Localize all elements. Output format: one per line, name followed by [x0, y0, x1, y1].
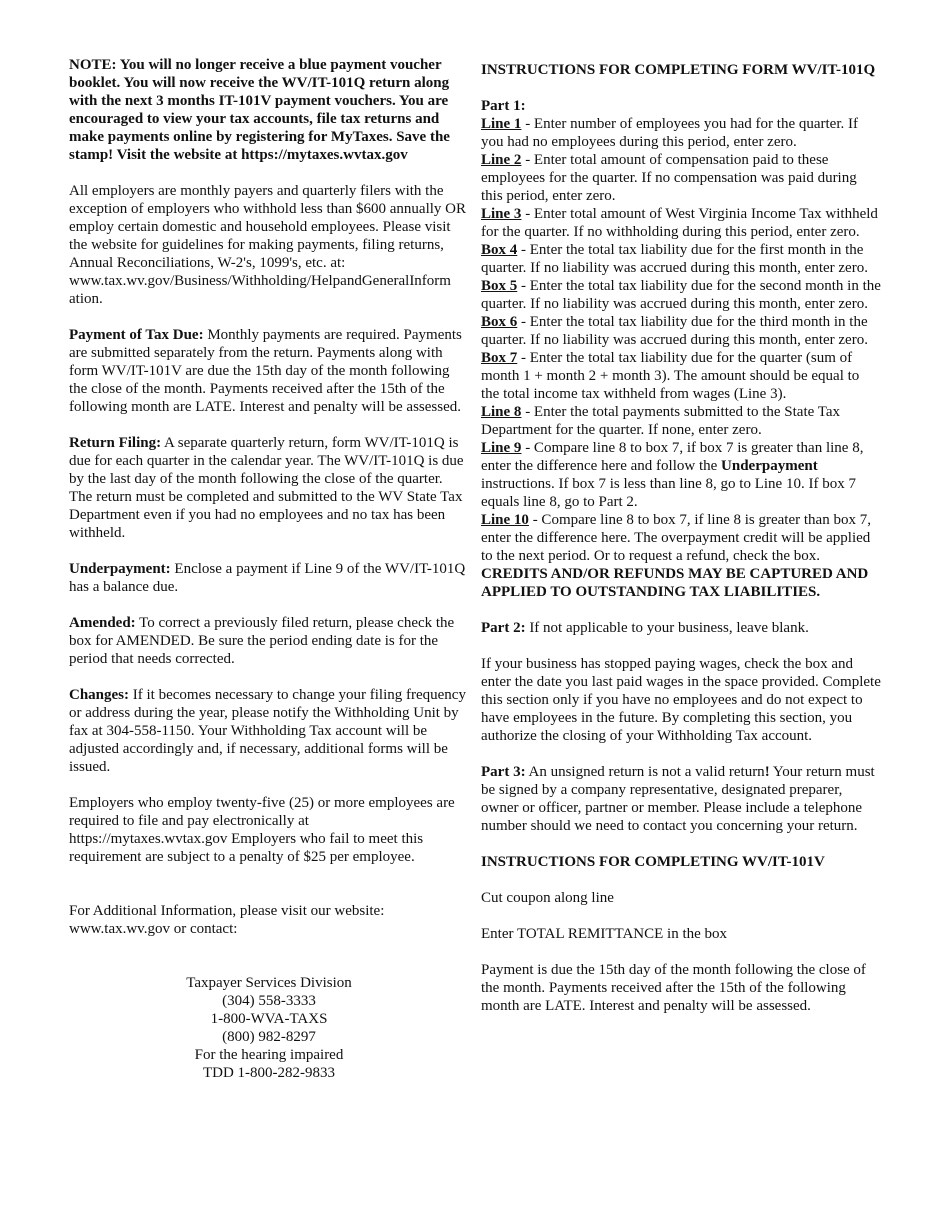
payment-due-paragraph: Payment is due the 15th day of the month following the close of the month. Payments received after the 15th of the following month are LATE. Interest and penalty will be assessed.: [481, 962, 866, 1014]
contact-phone-2: 1-800-WVA-TAXS: [210, 1011, 328, 1027]
changes-paragraph: Changes: If it becomes necessary to change your filing frequency or address during the year, please notify the Withholding Unit by fax at 304-558-1150. Your Withholding Tax account will be adjusted accordingly and, if necessary, additional forms will be issued.: [69, 687, 466, 775]
withholding-url-tail: ation.: [69, 291, 103, 307]
box-instruction-5: Box 5 - Enter the total tax liability due for the second month in the quarter. If no liability was accrued during this month, enter zero.: [481, 278, 881, 312]
payment-label: Payment of Tax Due:: [69, 327, 204, 343]
box-instruction-4: Box 4 - Enter the total tax liability due for the first month in the quarter. If no liability was accrued during this month, enter zero.: [481, 242, 868, 276]
contact-division: Taxpayer Services Division: [186, 975, 352, 991]
contact-phone-3: (800) 982-8297: [222, 1029, 316, 1045]
part2-label: Part 2:: [481, 620, 526, 636]
part1-label: Part 1:: [481, 98, 526, 114]
underpayment-paragraph: Underpayment: Enclose a payment if Line 9 of the WV/IT-101Q has a balance due.: [69, 561, 466, 595]
contact-block: [69, 974, 469, 1082]
amended-label: Amended:: [69, 615, 136, 631]
payment-of-tax-due-paragraph: Payment of Tax Due: Monthly payments are required. Payments are submitted separately from the return. Payments along with form WV/IT-101V are due the 15th day of the month following the close of the month. Payments received after the 15th of the following month are LATE. Interest and penalty will be assessed.: [69, 327, 462, 415]
line-instruction-10: Line 10 - Compare line 8 to box 7, if line 8 is greater than box 7, enter the difference here. The overpayment credit will be applied to the next period. Or to request a refund, check the box.: [481, 512, 871, 564]
return-filing-paragraph: Return Filing: A separate quarterly return, form WV/IT-101Q is due for each quarter in the calendar year. The WV/IT-101Q is due by the last day of the month following the close of the quarter. The return must be completed and submitted to the WV State Tax Department even if you had no employees and no tax has been withheld.: [69, 435, 464, 541]
form-101v-heading: INSTRUCTIONS FOR COMPLETING WV/IT-101V: [481, 854, 825, 870]
part3-label: Part 3:: [481, 764, 526, 780]
return-label: Return Filing:: [69, 435, 162, 451]
withholding-url: www.tax.wv.gov/Business/Withholding/HelpandGeneralInform: [69, 273, 451, 289]
contact-tdd: TDD 1-800-282-9833: [202, 1065, 336, 1081]
line-instruction-2: Line 2 - Enter total amount of compensation paid to these employees for the quarter. If no compensation was paid during this period, enter zero.: [481, 152, 857, 204]
contact-impaired: For the hearing impaired: [194, 1047, 344, 1063]
form-101q-heading: INSTRUCTIONS FOR COMPLETING FORM WV/IT-101Q: [481, 62, 876, 78]
line-instruction-8: Line 8 - Enter the total payments submitted to the State Tax Department for the quarter. If none, enter zero.: [481, 404, 841, 438]
cut-coupon-text: Cut coupon along line: [481, 890, 614, 906]
note-paragraph: NOTE: You will no longer receive a blue payment voucher booklet. You will now receive the WV/IT-101Q return along with the next 3 months IT-101V payment vouchers. You are encouraged to view your tax accounts, file tax returns and make payments online by registering for MyTaxes. Save the stamp! Visit the website at https://mytaxes.wvtax.gov: [69, 57, 450, 163]
part3-paragraph: Part 3: An unsigned return is not a valid return! Your return must be signed by a company representative, designated preparer, owner or officer, partner or member. Please include a telephone number should we need to contact you concerning your return.: [481, 764, 875, 834]
line-instructions: [481, 115, 881, 565]
electronic-filing-paragraph: Employers who employ twenty-five (25) or more employees are required to file and pay electronically at https://mytaxes.wvtax.gov Employers who fail to meet this requirement are subject to a penalty of $25 per employee.: [69, 795, 455, 865]
underpayment-label: Underpayment:: [69, 561, 171, 577]
line-instruction-3: Line 3 - Enter total amount of West Virginia Income Tax withheld for the quarter. If no withholding during this period, enter zero.: [481, 206, 878, 240]
additional-info-paragraph: For Additional Information, please visit our website: www.tax.wv.gov or contact:: [69, 903, 385, 937]
credits-warning: CREDITS AND/OR REFUNDS MAY BE CAPTURED AND APPLIED TO OUTSTANDING TAX LIABILITIES.: [481, 566, 869, 600]
part2-paragraph: Part 2: If not applicable to your business, leave blank.: [481, 620, 809, 636]
left-column: [69, 56, 469, 1082]
box-instruction-7: Box 7 - Enter the total tax liability due for the quarter (sum of month 1 + month 2 + month 3). The amount should be equal to the total income tax withheld from wages (Line 3).: [481, 350, 860, 402]
amended-paragraph: Amended: To correct a previously filed return, please check the box for AMENDED. Be sure the period ending date is for the period that needs corrected.: [69, 615, 455, 667]
total-remittance-text: Enter TOTAL REMITTANCE in the box: [481, 926, 728, 942]
right-column: [481, 61, 881, 1015]
line-instruction-1: Line 1 - Enter number of employees you had for the quarter. If you had no employees during this period, enter zero.: [481, 116, 858, 150]
changes-label: Changes:: [69, 687, 130, 703]
box-instruction-6: Box 6 - Enter the total tax liability due for the third month in the quarter. If no liability was accrued during this month, enter zero.: [481, 314, 868, 348]
employers-paragraph: All employers are monthly payers and quarterly filers with the exception of employers who withhold less than $600 annually OR employ certain domestic and household employees. Please visit the website for guidelines for making payments, filing returns, Annual Reconciliations, W-2's, 1099's, etc. at: www.tax.wv.gov/Business/Withholding/HelpandGeneralInform ation.: [69, 182, 469, 308]
contact-phone-1: (304) 558-3333: [222, 993, 316, 1009]
stopped-wages-paragraph: If your business has stopped paying wages, check the box and enter the date you last paid wages in the space provided. Complete this section only if you have no employees and do not expect to have employees in the future. By completing this section, you authorize the closing of your Withholding Tax account.: [481, 656, 881, 744]
line-instruction-9: Line 9 - Compare line 8 to box 7, if box 7 is greater than line 8, enter the difference here and follow the Underpayment instructions. If box 7 is less than line 8, go to Line 10. If box 7 equals line 8, go to Part 2.: [481, 440, 864, 510]
